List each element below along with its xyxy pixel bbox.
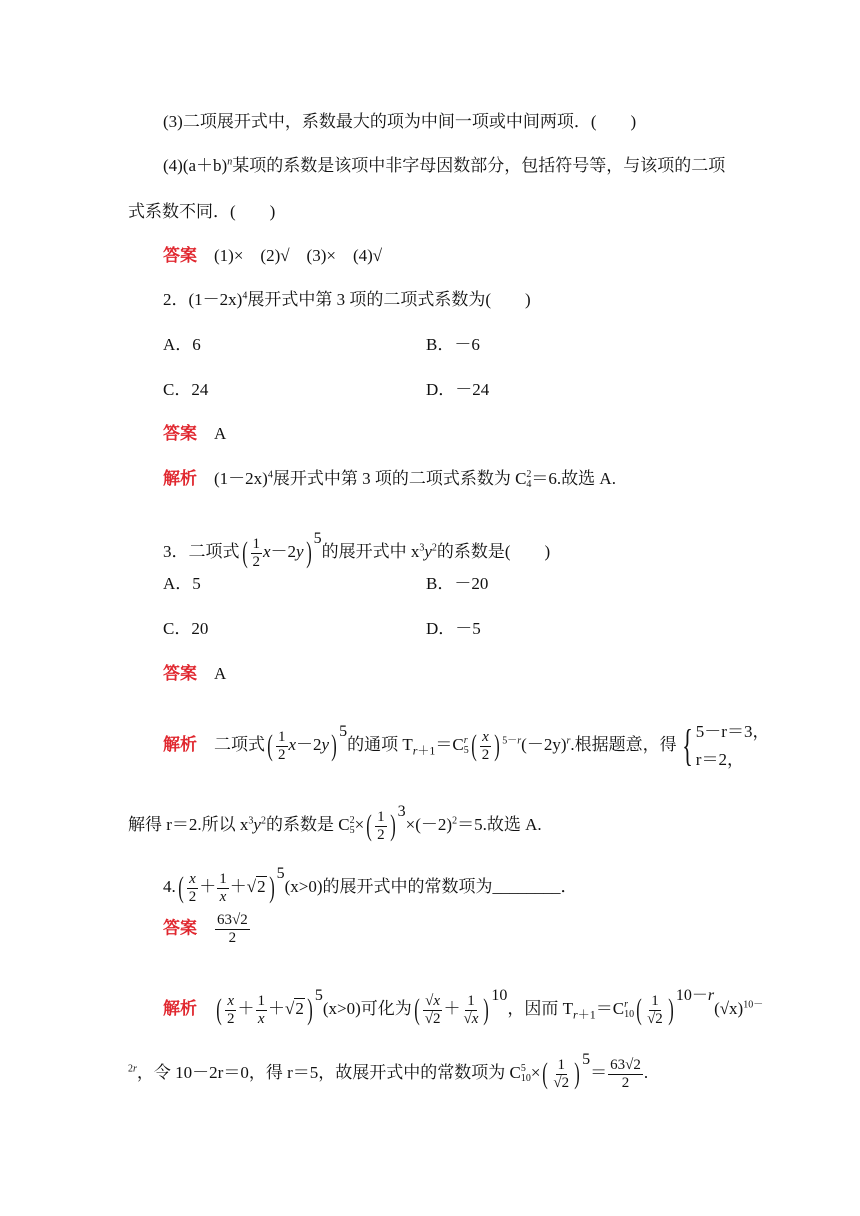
q4-stem-num: 4. bbox=[163, 877, 176, 896]
q4-result-num: 63√2 bbox=[610, 1056, 641, 1073]
q2-analysis-end: ＝6.故选 A. bbox=[531, 469, 616, 488]
q1-answer-value: (1)× (2)√ (3)× (4)√ bbox=[214, 246, 383, 265]
q3-answer bbox=[163, 662, 226, 686]
analysis-label: 解析 bbox=[163, 999, 197, 1018]
q3-answer-value: A bbox=[214, 664, 227, 683]
q4-cont-text: ，令 10－2r＝0，得 r＝5，故展开式中的常数项为 C bbox=[136, 1063, 521, 1082]
q4-cont-times: × bbox=[530, 1063, 541, 1082]
q2-analysis-text: 展开式中第 3 项的二项式系数为 C bbox=[272, 469, 527, 488]
q4-stem: 4.( $\frac{x}{2}$ ＋ $\frac{1}{x}$ ＋√2 ) 5(x>0)的展开式中的常数项为________． bbox=[163, 865, 578, 905]
q3-analysis: 解析 二项式( $\frac{1}{2}$ x－2y) 5的通项 $T_{r+1}=C$ r 5 ( $\frac{x}{2}$ ) $^{5-r}(-2y)^r$.根据题意，得 { 5－r＝3， r＝2， bbox=[163, 718, 769, 774]
q3-option-d: D．－5 bbox=[426, 619, 481, 638]
q4-analysis-then: ，因而 T bbox=[507, 999, 574, 1018]
q2-stem-text: 展开式中第 3 项的二项式系数为( ) bbox=[247, 290, 531, 309]
q3-analysis-text: 的通项 T bbox=[347, 734, 413, 754]
q3-solve-term: ×(－2) bbox=[405, 815, 453, 834]
q3-stem-intro: 3．二项式 bbox=[163, 542, 240, 561]
q4-analysis-term: (√x) bbox=[714, 999, 744, 1018]
q1-item3: (3)二项展开式中，系数最大的项为中间一项或中间两项．( ) bbox=[163, 112, 637, 131]
answer-label: 答案 bbox=[163, 246, 197, 265]
q3-analysis-end: .根据题意，得 bbox=[570, 734, 677, 754]
q3-option-a: A．5 bbox=[163, 574, 201, 593]
answer-label: 答案 bbox=[163, 424, 197, 443]
analysis-label: 解析 bbox=[163, 734, 197, 754]
q2-analysis-expr: (1－2x) bbox=[214, 469, 268, 488]
answer-label: 答案 bbox=[163, 664, 197, 683]
q3-stem: 3．二项式( $\frac{1}{2}$ x－2y) 5的展开式中 $x^3y^2$的系数是( ) bbox=[163, 530, 551, 570]
q4-answer-num: 63√2 bbox=[217, 912, 248, 928]
q3-solve-text: 的系数是 C bbox=[265, 815, 350, 834]
q3-analysis-eq: ＝C bbox=[435, 734, 464, 754]
q2-option-d: D．－24 bbox=[426, 380, 490, 399]
q4-cont: $^{2r}$，令 10－2r＝0，得 r＝5，故展开式中的常数项为 C 5 10 ×( $\frac{1}{√2}$ ) 5＝ $\frac{63√2}{2}$ . bbox=[128, 1051, 649, 1091]
q4-result-den: 2 bbox=[621, 1074, 630, 1091]
q3-stem-y: y bbox=[424, 542, 432, 561]
q1-item4-expr: (4)(a＋b) bbox=[163, 156, 228, 175]
q3-analysis-term: (－2y) bbox=[521, 734, 567, 754]
q4-answer-fraction bbox=[215, 912, 250, 947]
q2-option-a: A．6 bbox=[163, 335, 201, 354]
q2-analysis: 解析 $(1-2x)^4$展开式中第 3 项的二项式系数为 C 2 4 ＝6.故选 A. bbox=[163, 469, 616, 491]
q3-option-b: B．－20 bbox=[426, 574, 489, 593]
q4-result-fraction bbox=[608, 1057, 643, 1092]
q4-analysis-text: (x>0)可化为 bbox=[322, 999, 412, 1018]
q1-answer bbox=[163, 244, 382, 268]
q3-solve-end: ＝5.故选 A. bbox=[457, 815, 542, 834]
q3-stem-end: 的系数是( ) bbox=[436, 542, 551, 561]
q3-option-c: C．20 bbox=[163, 619, 209, 638]
answer-label: 答案 bbox=[163, 918, 197, 938]
q1-item4-cont: 式系数不同．( ) bbox=[128, 202, 276, 221]
q2-option-b: B．－6 bbox=[426, 335, 480, 354]
analysis-label: 解析 bbox=[163, 469, 197, 488]
q3-system-eq2: r＝2， bbox=[695, 750, 744, 769]
q4-analysis-eq: ＝C bbox=[595, 999, 625, 1018]
q3-solve-intro: 解得 r＝2.所以 x bbox=[128, 815, 249, 834]
q1-item4-text: 某项的系数是该项中非字母因数部分，包括符号等，与该项的二项 bbox=[232, 156, 726, 175]
q3-stem-text: 的展开式中 x bbox=[321, 542, 420, 561]
q2-answer-value: A bbox=[214, 424, 227, 443]
q3-analysis-intro: 二项式 bbox=[214, 734, 265, 754]
q3-solve: 解得 r＝2.所以 $x^3y^2$的系数是 C 2 5 ×( $\frac{1}{2}$ ) $3\times(-2)^2=5$.故选 A. bbox=[128, 803, 542, 843]
q4-answer bbox=[163, 912, 251, 947]
q1-item4: $(4)(a+b)^n$某项的系数是该项中非字母因数部分，包括符号等，与该项的二项 bbox=[163, 156, 726, 175]
q4-cont-eq: ＝ bbox=[590, 1063, 608, 1082]
q2-answer bbox=[163, 422, 226, 446]
q4-answer-den: 2 bbox=[228, 930, 237, 946]
q4-analysis: 解析 ( $\frac{x}{2}$ ＋ $\frac{1}{x}$ ＋√2 ) 5(x>0)可化为( $\frac{√x}{√2}$ ＋ $\frac{1}{√x}$ ) 10，因而 $T_{r+1}=C$ r 10 ( $\frac{1}{√2}$ ) $10-r(√x)^{10-}$ bbox=[163, 987, 764, 1027]
q3-system-eq1: 5－r＝3， bbox=[695, 722, 770, 741]
q2-stem: 2．$(1-2x)^4$展开式中第 3 项的二项式系数为( ) bbox=[163, 290, 531, 309]
q2-option-c: C．24 bbox=[163, 380, 209, 399]
q2-stem-expr: 2．(1－2x) bbox=[163, 290, 243, 309]
q4-stem-text: (x>0)的展开式中的常数项为________． bbox=[284, 877, 578, 896]
